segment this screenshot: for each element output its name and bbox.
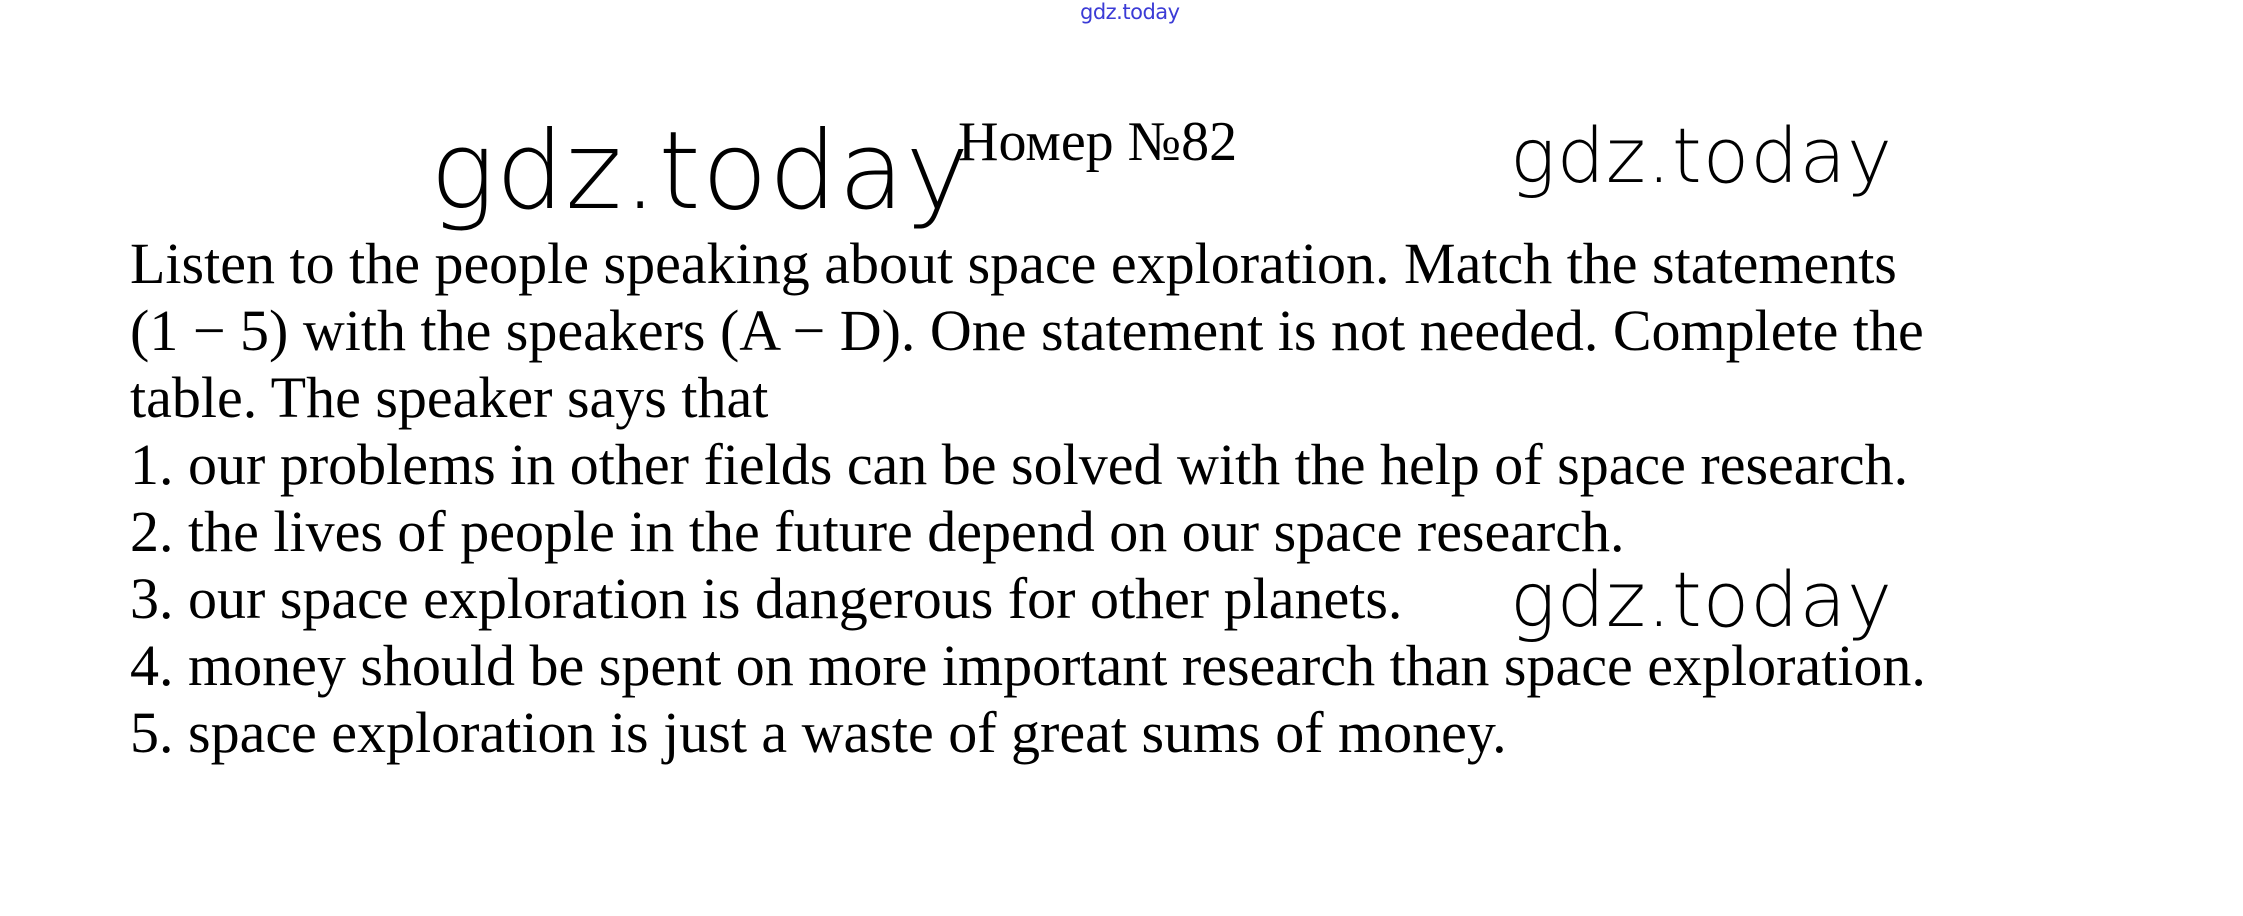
instruction-line: table. The speaker says that	[130, 365, 769, 430]
watermark-logo-large: gdz.today	[430, 109, 971, 234]
instruction-line: (1 − 5) with the speakers (A − D). One statement is not needed. Complete the	[130, 298, 1924, 363]
exercise-body	[130, 230, 2130, 766]
watermark-logo-middle: gdz.today	[1510, 555, 1893, 644]
site-link[interactable]: gdz.today	[1080, 0, 1180, 24]
instruction-line: Listen to the people speaking about space exploration. Match the statements	[130, 231, 1897, 296]
statement-item: 2. the lives of people in the future depend on our space research.	[130, 499, 1625, 564]
statement-item: 4. money should be spent on more important research than space exploration.	[130, 633, 1926, 698]
statement-item: 3. our space exploration is dangerous for other planets.	[130, 566, 1403, 631]
statement-item: 5. space exploration is just a waste of great sums of money.	[130, 700, 1507, 765]
exercise-title: Номер №82	[958, 111, 1238, 173]
watermark-logo-right: gdz.today	[1510, 111, 1893, 200]
statement-item: 1. our problems in other fields can be solved with the help of space research.	[130, 432, 1909, 497]
